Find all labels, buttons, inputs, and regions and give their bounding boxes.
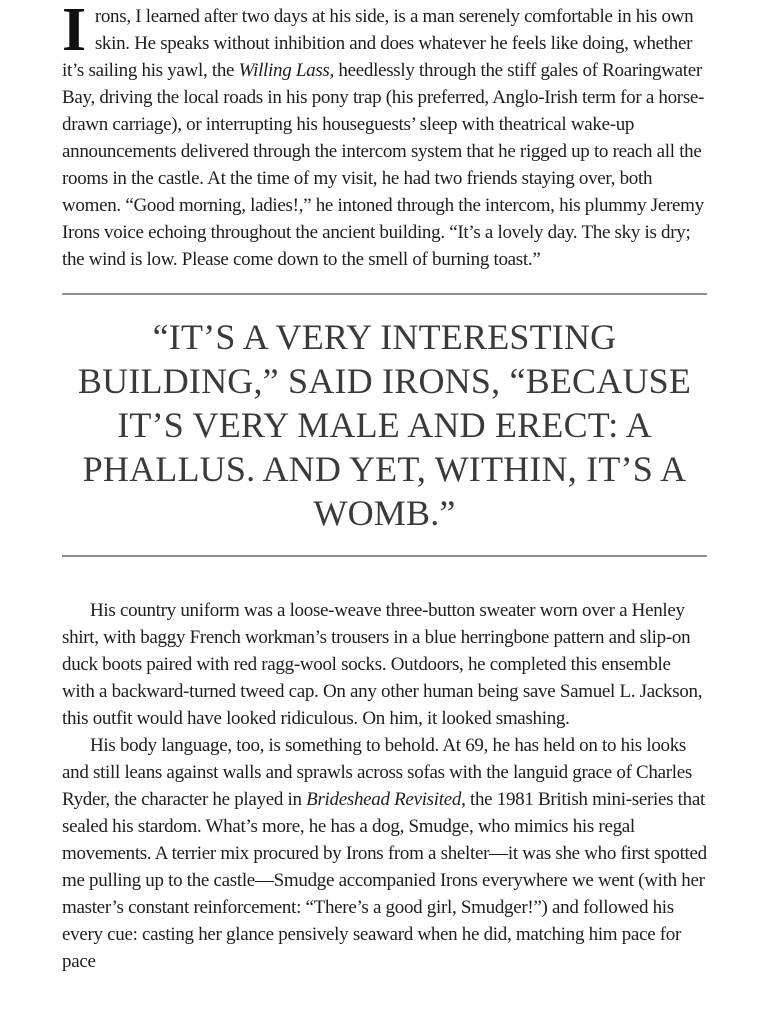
pull-quote-line: IT’S VERY MALE AND ERECT: A xyxy=(117,405,652,445)
pull-quote xyxy=(62,315,707,535)
yawl-name-italic: Willing Lass, xyxy=(238,60,334,81)
drop-cap-letter: I xyxy=(62,0,86,64)
paragraph-country-uniform: His country uniform was a loose-weave three-button sweater worn over a Henley shirt, with baggy French workman’s trousers in a blue herringbone pattern and slip-on duck boots paired with red ragg-wool socks. Outdoors, he completed this ensemble with a backward-turned tweed cap. On any other human being save Samuel L. Jackson, this outfit would have looked ridiculous. On him, it looked smashing. xyxy=(62,600,703,729)
pull-quote-line: “IT’S A VERY INTERESTING xyxy=(152,317,617,357)
brideshead-title-italic: Brideshead Revisited, xyxy=(306,789,466,810)
paragraph-body-language xyxy=(62,732,707,975)
paragraph-body-language-text-cont: the 1981 British mini-series that sealed his stardom. What’s more, he has a dog, Smudge, who mimics his regal movements. A terrier mix procured by Irons from a shelter—it was she who first spotted me pulling up to the castle—Smudge accompanied Irons everywhere we went (with her master’s constant reinforcement: “There’s a good girl, Smudger!”) and followed his every cue: casting her glance pensively seaward when he did, matching him pace for pace xyxy=(62,789,707,972)
paragraph-opening-text: rons, I learned after two days at his side, is a man serenely comfortable in his own skin. He speaks without inhibition and does whatever he feels like doing, whether it’s sailing his yawl, the xyxy=(62,6,694,81)
paragraph-body-language-text: His body language, too, is something to behold. At 69, he has held on to his looks and still leans against walls and sprawls across sofas with the languid grace of Charles Ryder, the character he played in xyxy=(62,735,692,810)
paragraph-opening-text-cont: heedlessly through the stiff gales of Roaringwater Bay, driving the local roads in his pony trap (his preferred, Anglo-Irish term for a horse-drawn carriage), or interrupting his houseguests’ sleep with theatrical wake-up announcements delivered through the intercom system that he rigged up to reach all the rooms in the castle. At the time of my visit, he had two friends staying over, both women. “Good morning, ladies!,” he intoned through the intercom, his plummy Jeremy Irons voice echoing throughout the ancient building. “It’s a lovely day. The sky is dry; the wind is low. Please come down to the smell of burning toast.” xyxy=(62,60,705,270)
pullquote-divider-bottom xyxy=(62,555,707,557)
pull-quote-line: WOMB.” xyxy=(313,493,456,533)
pull-quote-line: BUILDING,” SAID IRONS, “BECAUSE xyxy=(77,361,692,401)
paragraph-opening xyxy=(62,0,707,273)
pullquote-divider-top xyxy=(62,293,707,295)
pull-quote-line: PHALLUS. AND YET, WITHIN, IT’S A xyxy=(82,449,687,489)
